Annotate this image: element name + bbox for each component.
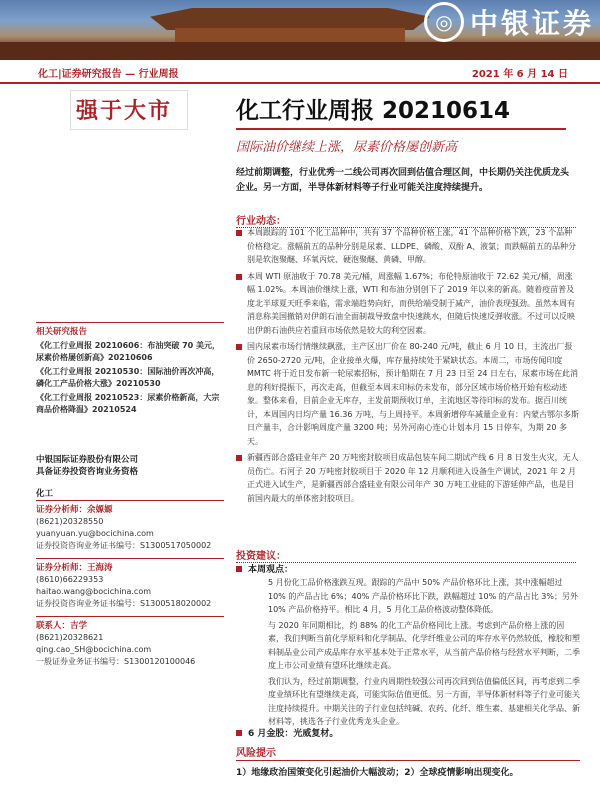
- dynamics-list: [236, 226, 580, 508]
- analyst-phone: (8610)66229353: [36, 575, 104, 584]
- analyst-block: [36, 558, 224, 610]
- banner-eave-graphic: [175, 28, 405, 42]
- banner-wall-graphic: [0, 42, 600, 60]
- brand-logo: [424, 2, 594, 42]
- analyst-cert: 一般证券业务证书编号：S1300120100046: [36, 657, 196, 666]
- related-report-link[interactable]: 《化工行业周报 20210606：布油突破 70 美元，尿素价格屡创新高》20210606: [36, 341, 221, 362]
- related-heading: 相关研究报告: [36, 322, 224, 338]
- analyst-phone: (8621)20328621: [36, 633, 104, 642]
- related-report-link[interactable]: 《化工行业周报 20210523：尿素价格新高，大宗商品价格降温》20210524: [36, 393, 220, 414]
- sector-label: 化工: [36, 489, 54, 499]
- report-subtitle: 国际油价继续上涨，尿素价格屡创新高: [236, 140, 458, 155]
- company-info: [36, 454, 224, 500]
- weekly-view-label: 本周观点：: [248, 565, 294, 575]
- weekly-view-heading: [236, 562, 293, 575]
- dynamics-text: 新疆西部合盛硅业年产 20 万吨密封胶项目成品包装车间二期试产线 6 月 8 日发生火灾，无人员伤亡。石河子 20 万吨密封胶项目于 2020 年 12 月顺利进入设备生产调试，2021 年 2 月正式进入试生产，是新疆西部合盛硅业有限公司年产 30 万吨工业硅的下游延伸产品，也是目前国内最大的单体密封胶项目。: [247, 453, 579, 503]
- header-banner: [0, 0, 600, 60]
- dynamics-text: 国内尿素市场行情继续飙涨，主产区出厂价在 80-240 元/吨，截止 6 月 10 日，主流出厂报价 2650-2720 元/吨，企业接单火爆，库存量持续处于紧缺状态。本周二，市场传闻印度 MMTC 将于近日发布新一轮尿素招标，预计船期在 7 月 23 日至 24 日左右，尿素市场在此消息的利好提振下，再次走高，但截至本周末印标仍未发布，部分区域市场价格开始有松动迹象。整体来看，目前企业无库存，主发前期预收订单，主流地区等待印标的发布。据百川统计，本周国内日均产量 16.36 万吨，与上周持平。本周新增停车减量企业有：内蒙古鄂尔多斯日产量丰，合计影响周度产量 3200 吨；另外河南心连心计划本月 15 日停车，为期 20 多天。: [247, 342, 579, 446]
- invest-para: 5 月份化工品价格涨跌互现。跟踪的产品中 50% 产品价格环比上涨，其中涨幅超过 10% 的产品占比 6%；40% 产品价格环比下跌，跌幅超过 10% 的产品占比 3%；另外 10% 产品价格持平。相比 4 月，5 月化工品价格波动整体降低。: [268, 578, 578, 614]
- bullet-icon: [236, 566, 242, 572]
- invest-para: 我们认为，经过前期调整，行业内周期性较强公司再次回到估值偏低区间，再考虑到二季度业绩环比有望继续走高，可能实际估值更低。另一方面，半导体新材料等子行业可能关注度持续提升。中期关注的子行业包括纯碱、农药、化纤、维生素、基建相关化学品、新材料等，挑选各子行业优秀龙头企业。: [268, 676, 580, 726]
- invest-paragraphs: [268, 576, 580, 729]
- dynamics-text: 本周 WTI 原油收于 70.78 美元/桶，周涨幅 1.67%；布伦特原油收于 72.62 美元/桶，周涨幅 1.02%。本周油价继续上涨，WTI 和布油分别创下了 2019 年以来的新高。随着疫苗普及度北半球夏天旺季来临，需求端趋势向好，而供给端受制于减产，油价表现强劲。虽然本周有消息称美国撤销对伊朗石油全面制裁导致盘中快速跳水，但随后快速反弹收涨。不过可以反映出伊朗石油供应若重回市场依然是较大的利空因素。: [247, 271, 575, 335]
- report-meta-bar: [0, 62, 600, 84]
- june-pick-label: 6 月金股：光威复材。: [248, 729, 339, 739]
- risk-heading: 风险提示: [236, 748, 276, 759]
- banner-roof-graphic: [150, 8, 430, 30]
- company-name: 中银国际证券股份有限公司: [36, 455, 139, 465]
- analyst-email[interactable]: qing.cao_SH@bocichina.com: [36, 645, 152, 654]
- list-item: [236, 451, 580, 505]
- related-reports: [36, 322, 224, 418]
- bullet-icon: [236, 344, 242, 350]
- analyst-heading: 证券分析师：余嫄嫄: [36, 500, 224, 516]
- list-item: [236, 340, 580, 448]
- analyst-email[interactable]: haitao.wang@bocichina.com: [36, 587, 152, 596]
- analyst-email[interactable]: yuanyuan.yu@bocichina.com: [36, 529, 154, 538]
- rating-label: 强于大市: [76, 99, 173, 124]
- analyst-block: [36, 616, 224, 668]
- brand-name: 中银证券: [469, 7, 594, 40]
- analyst-phone: (8621)20328550: [36, 517, 104, 526]
- dynamics-text: 本周跟踪的 101 个化工品种中，共有 37 个品种价格上涨，41 个品种价格下跌，23 个品种价格稳定。涨幅前五的品种分别是尿素、LLDPE、磷酸、双酚 A、液氯；而跌幅前五的品种分别是软泡聚醚、环氧丙烷、硬泡聚醚、黄磷、甲醇。: [247, 228, 576, 264]
- bank-coin-icon: ◎: [424, 2, 464, 42]
- list-item: [236, 270, 580, 338]
- risk-text: 1）地缘政治国策变化引起油价大幅波动；2）全球疫情影响出现变化。: [236, 760, 580, 778]
- invest-para: 与 2020 年同期相比，约 88% 的化工产品价格同比上涨。考虑到产品价格上涨的因素，我们判断当前化学原料和化学制品、化学纤维业公司的库存水平仍然较低，橡胶和塑料制品业公司产成品库存水平基本处于正常水平，从当前产品价格与经营水平判断，二季度上市公司业绩有望环比继续走高。: [268, 620, 580, 670]
- bullet-icon: [236, 730, 242, 736]
- report-category: 化工|证券研究报告 — 行业周报: [38, 68, 179, 80]
- company-qualification: 具备证券投资咨询业务资格: [36, 467, 139, 477]
- report-title: 化工行业周报 20210614: [236, 98, 511, 124]
- dynamics-heading: 行业动态：: [236, 212, 576, 228]
- report-summary: 经过前期调整，行业优秀一二线公司再次回到估值合理区间，中长期仍关注优质龙头企业。另一方面，半导体新材料等子行业可能关注度持续提升。: [236, 168, 570, 193]
- invest-heading: 投资建议：: [236, 547, 576, 563]
- analyst-heading: 证券分析师：王海涛: [36, 558, 224, 574]
- analyst-heading: 联系人：吉学: [36, 616, 224, 632]
- analyst-cert: 证券投资咨询业务证书编号：S1300518020002: [36, 599, 212, 608]
- bullet-icon: [236, 230, 242, 236]
- bullet-icon: [236, 455, 242, 461]
- analyst-cert: 证券投资咨询业务证书编号：S1300517050002: [36, 541, 212, 550]
- report-date: 2021 年 6 月 14 日: [471, 68, 568, 80]
- analyst-block: [36, 500, 224, 552]
- list-item: [236, 226, 580, 267]
- bullet-icon: [236, 274, 242, 280]
- title-divider: [236, 128, 566, 130]
- related-report-link[interactable]: 《化工行业周报 20210530：国际油价再次冲高，磷化工产品价格大涨》20210530: [36, 367, 220, 388]
- june-pick: [236, 726, 338, 739]
